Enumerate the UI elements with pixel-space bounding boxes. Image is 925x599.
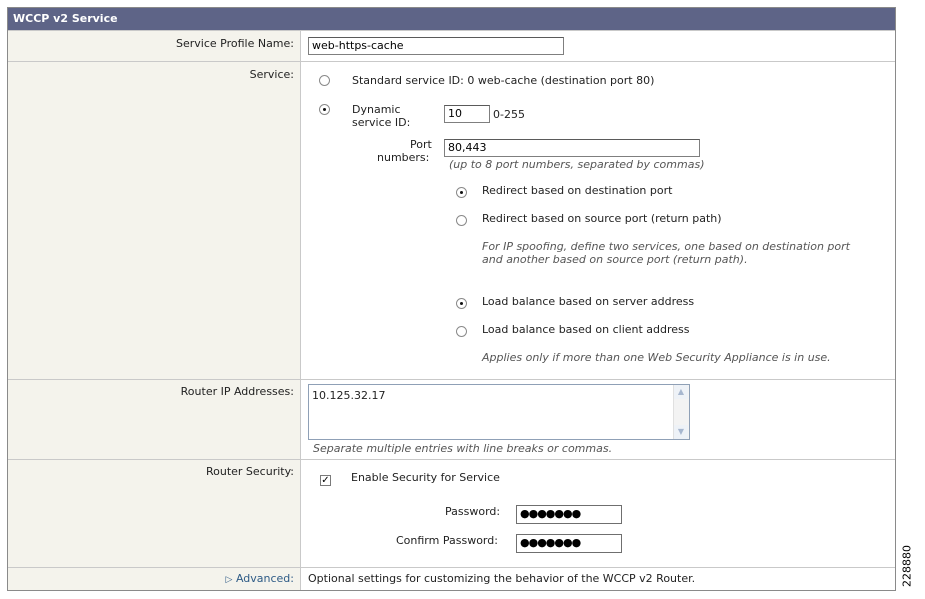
wccp-service-panel xyxy=(7,7,896,591)
dynamic-service-id-range: 0-255 xyxy=(493,108,525,121)
port-numbers-input[interactable]: 80,443 xyxy=(444,139,700,157)
service-profile-row xyxy=(8,30,895,61)
router-ip-hint: Separate multiple entries with line breaks or commas. xyxy=(313,442,613,455)
port-numbers-label-line1: Port xyxy=(410,138,432,151)
advanced-description: Optional settings for customizing the behavior of the WCCP v2 Router. xyxy=(308,572,696,585)
router-ip-scrollbar[interactable] xyxy=(673,385,689,439)
standard-service-radio[interactable] xyxy=(319,75,330,86)
load-balance-client-radio[interactable] xyxy=(456,326,467,337)
standard-service-label: Standard service ID: 0 web-cache (destination port 80) xyxy=(352,74,655,87)
ip-spoofing-note-line2: and another based on source port (return path). xyxy=(482,253,748,266)
load-balance-note: Applies only if more than one Web Security Appliance is in use. xyxy=(482,351,831,364)
password-label: Password: xyxy=(445,505,501,518)
port-numbers-hint: (up to 8 port numbers, separated by commas) xyxy=(449,158,705,171)
service-label: Service: xyxy=(249,68,294,81)
service-profile-name-input[interactable]: web-https-cache xyxy=(308,37,564,55)
load-balance-server-radio[interactable] xyxy=(456,298,467,309)
redirect-destination-radio[interactable] xyxy=(456,187,467,198)
dynamic-service-id-input[interactable]: 10 xyxy=(444,105,490,123)
advanced-row xyxy=(8,567,895,590)
advanced-link[interactable] xyxy=(226,572,294,585)
router-ip-row xyxy=(8,379,895,459)
service-profile-label: Service Profile Name: xyxy=(175,37,294,50)
router-ip-textarea[interactable] xyxy=(308,384,690,440)
scroll-up-icon[interactable]: ▲ xyxy=(674,385,688,399)
service-row xyxy=(8,61,895,379)
dynamic-service-label-line2: service ID: xyxy=(352,116,411,129)
expand-arrow-icon[interactable]: ▷ xyxy=(225,575,233,585)
enable-security-checkbox[interactable]: ✓ xyxy=(321,475,330,486)
enable-security-label: Enable Security for Service xyxy=(351,471,500,484)
router-ip-label: Router IP Addresses: xyxy=(180,385,294,398)
advanced-label[interactable]: Advanced: xyxy=(235,572,294,585)
router-ip-value: 10.125.32.17 xyxy=(312,389,386,402)
redirect-destination-label: Redirect based on destination port xyxy=(482,184,673,197)
panel-title: WCCP v2 Service xyxy=(8,8,895,30)
dynamic-service-label-line1: Dynamic xyxy=(352,103,401,116)
confirm-password-label: Confirm Password: xyxy=(396,534,498,547)
redirect-source-radio[interactable] xyxy=(456,215,467,226)
router-security-label: Router Security: xyxy=(205,465,294,478)
port-numbers-label-line2: numbers: xyxy=(377,151,430,164)
figure-id: 228880 xyxy=(900,545,914,587)
ip-spoofing-note-line1: For IP spoofing, define two services, one based on destination port xyxy=(482,240,850,253)
scroll-down-icon[interactable]: ▼ xyxy=(674,425,688,439)
password-input[interactable]: ●●●●●●● xyxy=(516,505,622,524)
load-balance-client-label: Load balance based on client address xyxy=(482,323,690,336)
redirect-source-label: Redirect based on source port (return path) xyxy=(482,212,722,225)
confirm-password-input[interactable]: ●●●●●●● xyxy=(516,534,622,553)
router-security-row xyxy=(8,459,895,567)
dynamic-service-radio[interactable] xyxy=(319,104,330,115)
load-balance-server-label: Load balance based on server address xyxy=(482,295,695,308)
